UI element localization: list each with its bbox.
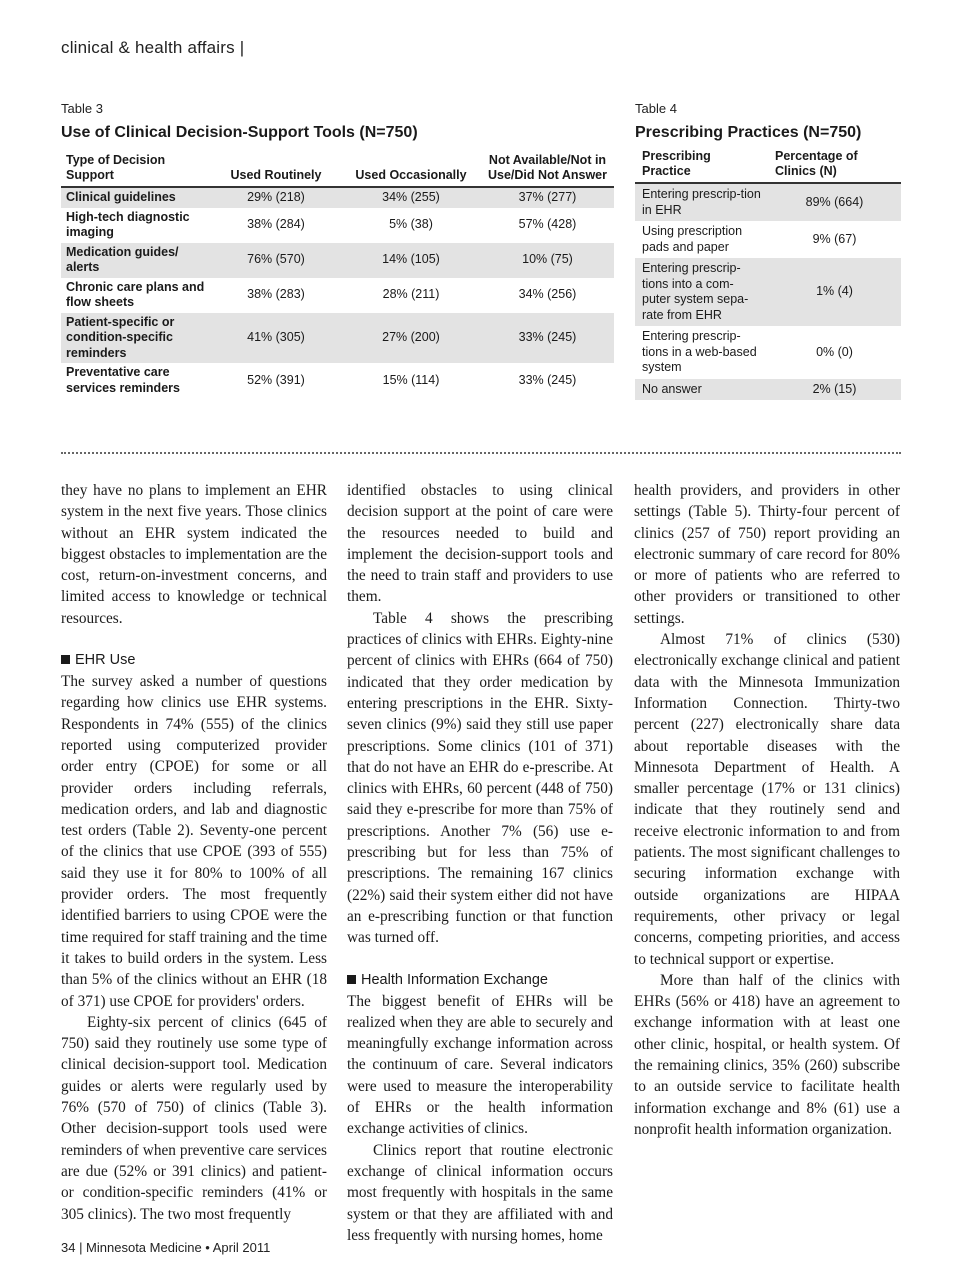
table3-cell: High-tech diagnostic imaging (66, 209, 190, 239)
table-row (61, 243, 614, 278)
table3 (61, 153, 614, 398)
table-row (61, 363, 614, 398)
table-row (61, 208, 614, 243)
paragraph: Clinics report that routine electronic exchange of clinical information occurs most frequently with hospitals in the same system or that they are affiliated with and less frequently with nursing homes, home (347, 1141, 613, 1244)
table3-header-row (61, 153, 614, 187)
square-bullet-icon (347, 975, 356, 984)
body-column-3 (634, 480, 900, 1140)
table3-cell: 5% (38) (389, 217, 433, 232)
table-row (61, 313, 614, 364)
table4-cell: 2% (15) (812, 381, 857, 396)
table4-cell: 89% (664) (805, 194, 864, 209)
square-bullet-icon (61, 655, 70, 664)
table3-cell: 27% (200) (382, 330, 440, 344)
table3-cell: 29% (218) (247, 190, 305, 204)
table3-cell: Clinical guidelines (66, 190, 176, 204)
table4-cell: 1% (4) (816, 284, 853, 299)
body-column-1 (61, 480, 327, 1225)
paragraph: they have no plans to implement an EHR system in the next five years. Those clinics without an EHR system indicated the biggest obstacles to implementation are the cost, return-on-investment concerns, and limited access to knowledge or technical resources. (61, 482, 327, 627)
table3-cell: 38% (284) (247, 217, 305, 232)
paragraph: More than half of the clinics with EHRs (56% or 418) have an agreement to exchange information with at least one other clinic, hospital, or health system. Of the remaining clinics, 35% (260) subscribe to an outside service to facilitate health information exchange and 8% (61) use a nonprofit health information organization. (634, 971, 900, 1138)
table4 (635, 149, 901, 400)
table3-cell: 33% (245) (518, 372, 577, 387)
table-row (635, 379, 901, 401)
table4-header: Prescribing Practice (642, 149, 711, 178)
paragraph: The biggest benefit of EHRs will be realized when they are able to securely and meaningfully exchange information across the continuum of care. Several indicators were used to measure the interoperability of EHRs or the health information exchange activities of clinics. (347, 992, 613, 1138)
table4-caption: Table 4 (635, 101, 677, 116)
table4-cell: Entering prescrip-tions in a web-based system (642, 329, 757, 374)
table-row (635, 326, 901, 379)
subheading-ehr-use (61, 650, 327, 671)
table3-header: Used Routinely (230, 168, 322, 182)
table3-caption: Table 3 (61, 101, 103, 116)
paragraph: identified obstacles to using clinical decision support at the point of care were the resources needed to build and implement the decision-support tools and the need to train staff and providers to use them. (347, 482, 613, 606)
table3-cell: 10% (75) (522, 252, 573, 267)
table3-header: Type of Decision Support (66, 153, 166, 182)
table4-header: Percentage of Clinics (N) (775, 149, 858, 178)
table3-cell: 38% (283) (247, 287, 305, 302)
table3-cell: Preventative care services reminders (66, 365, 180, 395)
paragraph: Table 4 shows the prescribing practices of clinics with EHRs. Eighty-nine percent of clinics with EHRs (664 of 750) indicated that they order medication by entering prescriptions in the EHR. Sixty-seven clinics (9%) said they still use paper prescriptions. Some clinics (101 of 371) that do not have an EHR do e-prescribe. At clinics with EHRs, 60 percent (448 of 750) said they e-prescribe for more than 75% of prescriptions. Another 7% (56) use e-prescribing but for less than 75% of prescriptions. The remaining 167 clinics (22%) said their system either did not have an e-prescribing function or that function was turned off. (347, 609, 613, 947)
table4-cell: No answer (642, 381, 702, 396)
table-row (635, 221, 901, 258)
table-row (61, 187, 614, 208)
table3-cell: Medication guides/ alerts (66, 244, 179, 274)
table4-cell: 9% (67) (812, 231, 857, 246)
table3-cell: Chronic care plans and flow sheets (66, 279, 205, 309)
table3-cell: 34% (255) (382, 190, 440, 204)
table-row (635, 258, 901, 326)
table3-header: Used Occasionally (355, 168, 467, 182)
paragraph: health providers, and providers in other settings (Table 5). Thirty-four percent of clinics (257 of 750) report providing an electronic summary of care record for 80% or more of patients who are referred to other providers or transitioned to other settings. (634, 482, 900, 627)
table4-cell: Using prescription pads and paper (642, 224, 743, 254)
paragraph: The survey asked a number of questions regarding how clinics use EHR systems. Respondents in 74% (555) of the clinics reported using computerized provider order entry (CPOE) for some or all provider orders including referrals, medication orders, and lab and diagnostic test orders (Table 2). Seventy-one percent of the clinics that use CPOE (393 of 555) said they use it for 80% to 100% of all provider orders. The most frequently identified barriers to using CPOE were the time required for staff training and the time it takes to build orders in the system. Less than 5% of the clinics without an EHR (18 of 371) use CPOE for providers' orders. (61, 673, 327, 1010)
subheading-text: EHR Use (75, 652, 136, 669)
table4-title: Prescribing Practices (N=750) (635, 124, 862, 141)
table4-cell: Entering prescrip-tion in EHR (642, 187, 761, 217)
table3-cell: Patient-specific or condition-specific reminders (66, 314, 175, 360)
table-row (635, 183, 901, 221)
table3-cell: 52% (391) (247, 372, 305, 387)
body-column-2 (347, 480, 613, 1246)
paragraph: Eighty-six percent of clinics (645 of 750) said they routinely use some type of clinical decision-support tool. Medication guides or alerts were regularly used by 76% (570 of 750) of clinics (Table 3). Other decision-support tools used were reminders of when preventive care services are due (52% or 391 clinics) and patient- or condition-specific reminders (41% or 305 clinics). The two most frequently (61, 1013, 327, 1223)
table3-cell: 34% (256) (518, 287, 577, 302)
table3-cell: 15% (114) (382, 372, 440, 387)
table3-cell: 41% (305) (247, 330, 305, 344)
table3-cell: 28% (211) (382, 287, 440, 302)
table3-title: Use of Clinical Decision-Support Tools (N=750) (61, 124, 418, 141)
paragraph: Almost 71% of clinics (530) electronically exchange clinical and patient data with the Minnesota Immunization Information Connection. Thirty-two percent (227) electronically share data about reportable diseases with the Minnesota Department of Health. A smaller percentage (17% or 131 clinics) indicate that they routinely send and receive electronic information to and from patients. The most significant challenges to securing information exchange with outside organizations are HIPAA requirements, other privacy or legal concerns, competing priorities, and access to technical support or expertise. (634, 631, 900, 968)
table4-cell: 0% (0) (816, 344, 853, 359)
subheading-health-information-exchange (347, 970, 613, 991)
table3-cell: 33% (245) (518, 330, 577, 344)
table3-cell: 76% (570) (247, 252, 305, 267)
table-row (61, 278, 614, 313)
table3-cell: 57% (428) (518, 217, 577, 232)
table3-cell: 14% (105) (382, 252, 440, 267)
page-footer: 34 | Minnesota Medicine • April 2011 (61, 1240, 271, 1255)
section-divider (61, 452, 901, 454)
section-header: clinical & health affairs | (61, 38, 245, 57)
table4-header-row (635, 149, 901, 183)
subheading-text: Health Information Exchange (361, 971, 548, 988)
table4-cell: Entering prescrip-tions into a com-puter system sepa-rate from EHR (642, 261, 749, 322)
table3-cell: 37% (277) (518, 190, 577, 204)
table3-header: Not Available/Not in Use/Did Not Answer (487, 153, 607, 182)
